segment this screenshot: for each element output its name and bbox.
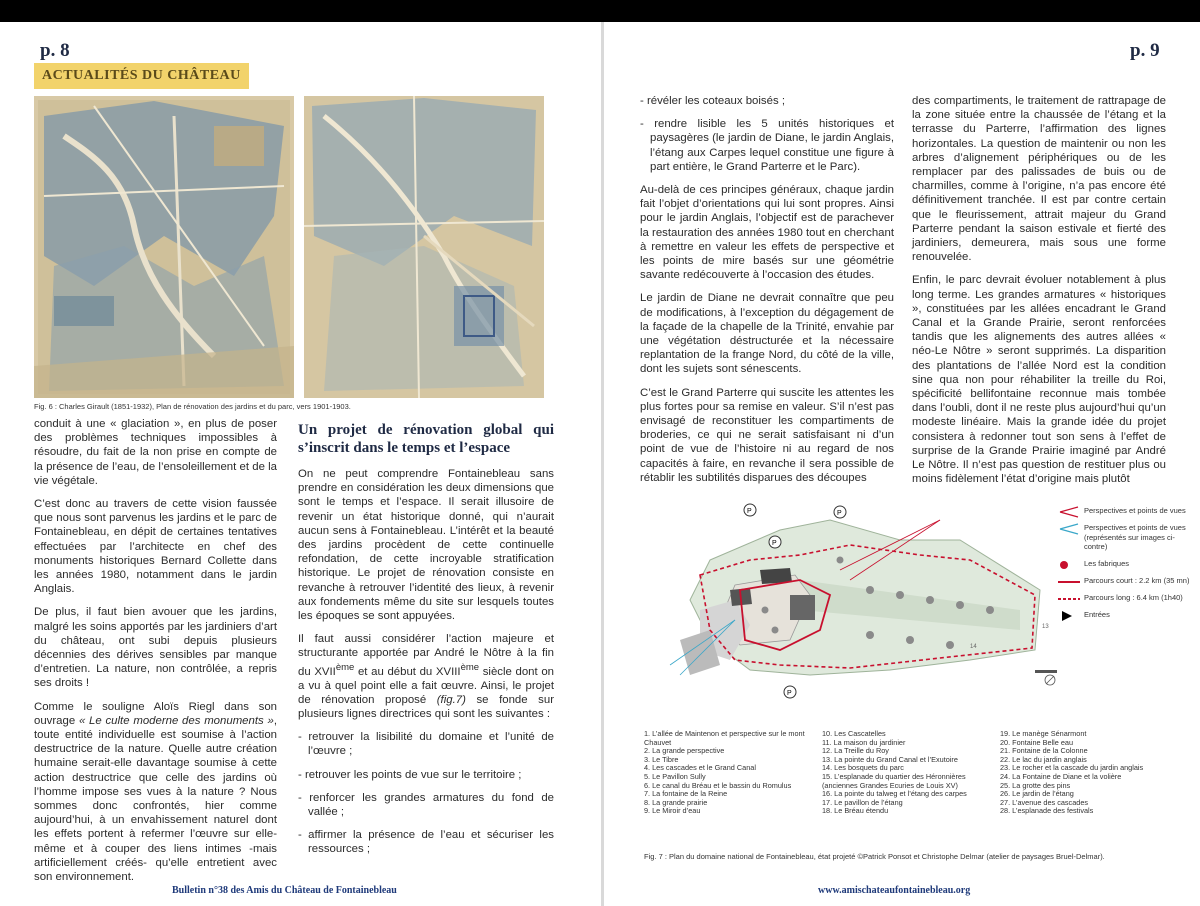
text-column-4 bbox=[912, 94, 1166, 495]
bullet-item: - renforcer les grandes armatures du fond de vallée ; bbox=[298, 791, 554, 819]
top-border bbox=[0, 0, 1200, 22]
entry-arrow-icon bbox=[1058, 610, 1080, 622]
page-gutter bbox=[601, 22, 604, 906]
blue-perspective-icon bbox=[1058, 523, 1080, 535]
text-column-3 bbox=[640, 94, 894, 494]
list-item: 13. La pointe du Grand Canal et l’Exutoire bbox=[822, 754, 958, 764]
bullet-item: - retrouver la lisibilité du domaine et l’unité de l’œuvre ; bbox=[298, 731, 554, 758]
red-dot-icon bbox=[1058, 559, 1080, 571]
legend-entry bbox=[1058, 610, 1198, 620]
list-item: 27. L’avenue des cascades bbox=[1000, 797, 1089, 807]
text-run: et au début du XVIII bbox=[354, 665, 461, 678]
bullet-item: - rendre lisible les 5 unités historiques et paysagères (le jardin de Diane, le jardin Anglais, l’étang aux Carpes lequel constitue une figure à part entière, le Grand Parterre et le Parc). bbox=[640, 118, 894, 173]
map-legend bbox=[1058, 506, 1198, 627]
list-item: 21. Fontaine de la Colonne bbox=[1000, 746, 1088, 756]
paragraph: conduit à une « glaciation », en plus de poser des problèmes techniques impossibles à résoudre, du fait de la non prise en compte de la présence de l’eau, de l’ensoleillement et de la vie végétale. bbox=[34, 418, 277, 487]
paragraph: Le jardin de Diane ne devrait connaître que peu de modifications, à l’exception du dégagement de la façade de la chapelle de la Trinité, envahie par une végétation déstructurée et la nécessaire replantation de la frange Nord, du côté de la ville, dont les sujets sont sénescents. bbox=[640, 292, 894, 376]
section-rubric: ACTUALITÉS DU CHÂTEAU bbox=[34, 63, 249, 89]
list-item: 10. Les Cascatelles bbox=[822, 729, 886, 738]
map-number-label: 13 bbox=[1042, 624, 1049, 630]
list-item: 22. Le lac du jardin anglais bbox=[1000, 754, 1087, 764]
section-heading: Un projet de rénovation global qui s’inscrit dans le temps et l’espace bbox=[298, 422, 554, 456]
page-number-left: p. 8 bbox=[40, 40, 70, 61]
legend-label: Perspectives et points de vues (représentés sur images ci-contre) bbox=[1084, 523, 1186, 551]
paragraph: C’est le Grand Parterre qui suscite les attentes les plus fortes pour sa remise en valeur. S’il n’est pas envisagé de reconstituer les compartiments de broderies, ce qui ne serait satisfaisant ni d’un point de vue de l’histoire ni au regard de nos capacités à faire, en revanche il sera possible de rétablir les subtilités disparues des découpes bbox=[640, 386, 894, 484]
text-run: , toute entité individuelle est soumise à l’action destructrice de la nature. Quelle autre création humaine serait-elle davantage soumise à cette action destructrice que celle des jardins où l’homme impose ses vues à la nature ? Nous sommes donc confrontés, hier comme aujourd’hui, à un envahissement naturel dont les effets portent à refermer l’œuvre sur elle-même et à couper des liens intimes -mais artificiellement créés- qu’elle entretient avec son environnement. bbox=[34, 714, 277, 884]
text-run: se fonde sur plusieurs lignes directrices qui sont les suivantes : bbox=[298, 693, 554, 721]
paragraph: Au-delà de ces principes généraux, chaque jardin fait l’objet d’orientations qui lui sont propres. Ainsi pour le jardin Anglais, l’objectif est de parachever la restauration des années 1980 tout en cherchant à remettre en valeur les effets de perspective et les points de mire basés sur une géométrie savante redécouverte à l’occasion des études. bbox=[640, 184, 894, 282]
parking-label: P bbox=[787, 690, 792, 697]
legend-label: Perspectives et points de vues bbox=[1084, 506, 1186, 515]
text-column-1 bbox=[34, 417, 277, 893]
list-item: 3. Le Tibre bbox=[644, 754, 679, 764]
list-item: 4. Les cascades et le Grand Canal bbox=[644, 763, 756, 773]
paragraph: On ne peut comprendre Fontainebleau sans prendre en considération les deux dimensions que sont le temps et l’espace. Il serait illusoire de revenir un état historique donné, qui n’aurait aucun sens à Fontainebleau. L’intérêt et la beauté des jardins procèdent de cette continuelle refondation, de cette incroyable stratification historique. Le projet de rénovation consiste en revanche à retrouver l’identité des lieux, à revenir aux fondements même du site sur lesquels toutes les époques se sont appuyées. bbox=[298, 468, 554, 623]
figure-7-caption: Fig. 7 : Plan du domaine national de Fontainebleau, état projeté ©Patrick Ponsot et Christophe Delmar (atelier de paysages Bruel-Delmar). bbox=[644, 852, 1105, 861]
site-plan-map bbox=[640, 500, 1060, 710]
page-number-right: p. 9 bbox=[1130, 40, 1160, 61]
places-list-column-2 bbox=[822, 730, 992, 816]
bullet-item: - révéler les coteaux boisés ; bbox=[640, 95, 785, 107]
text-run: siècle dont on a vu à quel point elle a fait œuvre. Ainsi, le projet de rénovation proposé bbox=[298, 665, 554, 706]
places-list-column-3 bbox=[1000, 730, 1190, 816]
list-item: 11. La maison du jardinier bbox=[822, 737, 906, 747]
list-item: 26. Le jardin de l’étang bbox=[1000, 789, 1074, 799]
list-item: 20. Fontaine Belle eau bbox=[1000, 737, 1074, 747]
legend-label: Parcours long : 6.4 km (1h40) bbox=[1084, 592, 1183, 602]
text-run: Comme le souligne Aloïs Riegl dans son ouvrage bbox=[34, 700, 277, 727]
legend-label: Entrées bbox=[1084, 609, 1110, 619]
historic-plan-photo-right bbox=[304, 96, 544, 398]
list-item: 2. La grande perspective bbox=[644, 746, 725, 756]
book-title: « Le culte moderne des monuments » bbox=[78, 714, 274, 727]
red-perspective-icon bbox=[1058, 506, 1080, 518]
paragraph: Enfin, le parc devrait évoluer notablement à plus long terme. Les grandes armatures « historiques », constituées par les allées encadrant le Grand Canal et la Grande Prairie, seront renforcées tandis que les alignements des autres allées « néo-Le Nôtre » seront supprimés. La disparition des plantations de l’allée Nord est la condition sine qua non pour réhabiliter la treille du Roi, spécificité bellifontaine reconnue mais tombée dans l’oubli, dont il ne reste plus aujourd’hui qu’un modeste linéaire. Mais la grande idée du projet consistera à redonner tout son sens à l’effet de surprise de la Grande Prairie imaginé par André Le Nôtre. Il n’est pas question de restituer plus ou moins fidèlement l’état d’origine mais plutôt bbox=[912, 274, 1166, 486]
list-item: 24. La Fontaine de Diane et la volière bbox=[1000, 771, 1122, 781]
list-item: 28. L’esplanade des festivals bbox=[1000, 806, 1094, 816]
list-item: 17. Le pavillon de l’étang bbox=[822, 797, 903, 807]
legend-entry bbox=[1058, 576, 1198, 586]
map-number-label: 14 bbox=[970, 644, 977, 650]
legend-label: Les fabriques bbox=[1084, 558, 1130, 568]
parking-label: P bbox=[747, 508, 752, 515]
list-item: 7. La fontaine de la Reine bbox=[644, 789, 728, 799]
footer-bulletin: Bulletin n°38 des Amis du Château de Fontainebleau bbox=[172, 885, 397, 896]
list-item: 8. La grande prairie bbox=[644, 797, 708, 807]
paragraph: des compartiments, le traitement de rattrapage de la zone située entre la chaussée de l’étang et la terrasse du Parterre, l’affirmation des lignes horizontales. La question de maintenir ou non les arbres d’alignement périphériques ou de les remplacer par des palissades de buis ou de charmilles, comme à l’origine, n’a pas encore été définitivement tranchée. Il est par contre certain que le fleurissement, attrait majeur du Grand Parterre pendant la saison estivale et fierté des jardiniers, demeurera, mais sous une forme renouvelée. bbox=[912, 95, 1166, 264]
solid-route-icon bbox=[1058, 576, 1080, 588]
list-item: 18. Le Bréau étendu bbox=[822, 806, 889, 816]
list-item: 9. Le Miroir d’eau bbox=[644, 806, 701, 816]
paragraph: C’est donc au travers de cette vision faussée que nous sont parvenus les jardins et le parc de Fontainebleau, en dépit de certaines tentatives effectuées par l’architecte en chef des monuments historiques Bernard Collette dans les années 1980, notamment dans le jardin Anglais. bbox=[34, 498, 277, 596]
list-item: 23. Le rocher et la cascade du jardin anglais bbox=[1000, 763, 1144, 773]
legend-entry bbox=[1058, 506, 1198, 516]
text-run: Il faut aussi considérer l’action majeure et structurante apportée par André le Nôtre à la fin du XVII bbox=[298, 633, 554, 678]
list-item: 12. La Treille du Roy bbox=[822, 746, 889, 756]
legend-entry bbox=[1058, 559, 1198, 569]
historic-plan-photo-left bbox=[34, 96, 294, 398]
list-item: 19. Le manège Sénarmont bbox=[1000, 729, 1087, 738]
list-item: 6. Le canal du Bréau et le bassin du Romulus bbox=[644, 780, 792, 790]
parking-label: P bbox=[772, 540, 777, 547]
superscript: ème bbox=[335, 661, 355, 673]
paragraph bbox=[34, 700, 277, 885]
dashed-route-icon bbox=[1058, 593, 1080, 605]
bullet-item: - retrouver les points de vue sur le territoire ; bbox=[298, 768, 522, 781]
legend-entry bbox=[1058, 593, 1198, 603]
list-item: 16. La pointe du talweg et l’étang des carpes bbox=[822, 789, 967, 799]
superscript: ème bbox=[460, 661, 480, 673]
list-item: 5. Le Pavillon Sully bbox=[644, 771, 706, 781]
figure-reference: (fig.7) bbox=[436, 693, 466, 706]
places-list-column-1 bbox=[644, 730, 812, 816]
legend-entry bbox=[1058, 523, 1198, 552]
list-item: 15. L’esplanade du quartier des Héronnières (anciennes Grandes Ecuries de Louis XV) bbox=[822, 771, 966, 790]
footer-website-link[interactable]: www.amischateaufontainebleau.org bbox=[818, 885, 971, 896]
bullet-item: - affirmer la présence de l’eau et sécuriser les ressources ; bbox=[298, 829, 554, 856]
figure-6-caption: Fig. 6 : Charles Girault (1851-1932), Plan de rénovation des jardins et du parc, vers 1901-1903. bbox=[34, 402, 351, 411]
legend-label: Parcours court : 2.2 km (35 mn) bbox=[1084, 575, 1190, 585]
list-item: 1. L’allée de Maintenon et perspective sur le mont Chauvet bbox=[644, 729, 805, 747]
paragraph: De plus, il faut bien avouer que les jardins, malgré les soins apportés par les jardiniers d’art du château, ont subi depuis plusieurs décennies des dérives sensibles par manque d’entretien. La nature, non contrôlée, a repris ses droits ! bbox=[34, 606, 277, 690]
list-item: 25. La grotte des pins bbox=[1000, 780, 1071, 790]
text-column-2 bbox=[298, 419, 554, 866]
list-item: 14. Les bosquets du parc bbox=[822, 763, 904, 773]
paragraph bbox=[298, 632, 554, 721]
parking-label: P bbox=[837, 510, 842, 517]
